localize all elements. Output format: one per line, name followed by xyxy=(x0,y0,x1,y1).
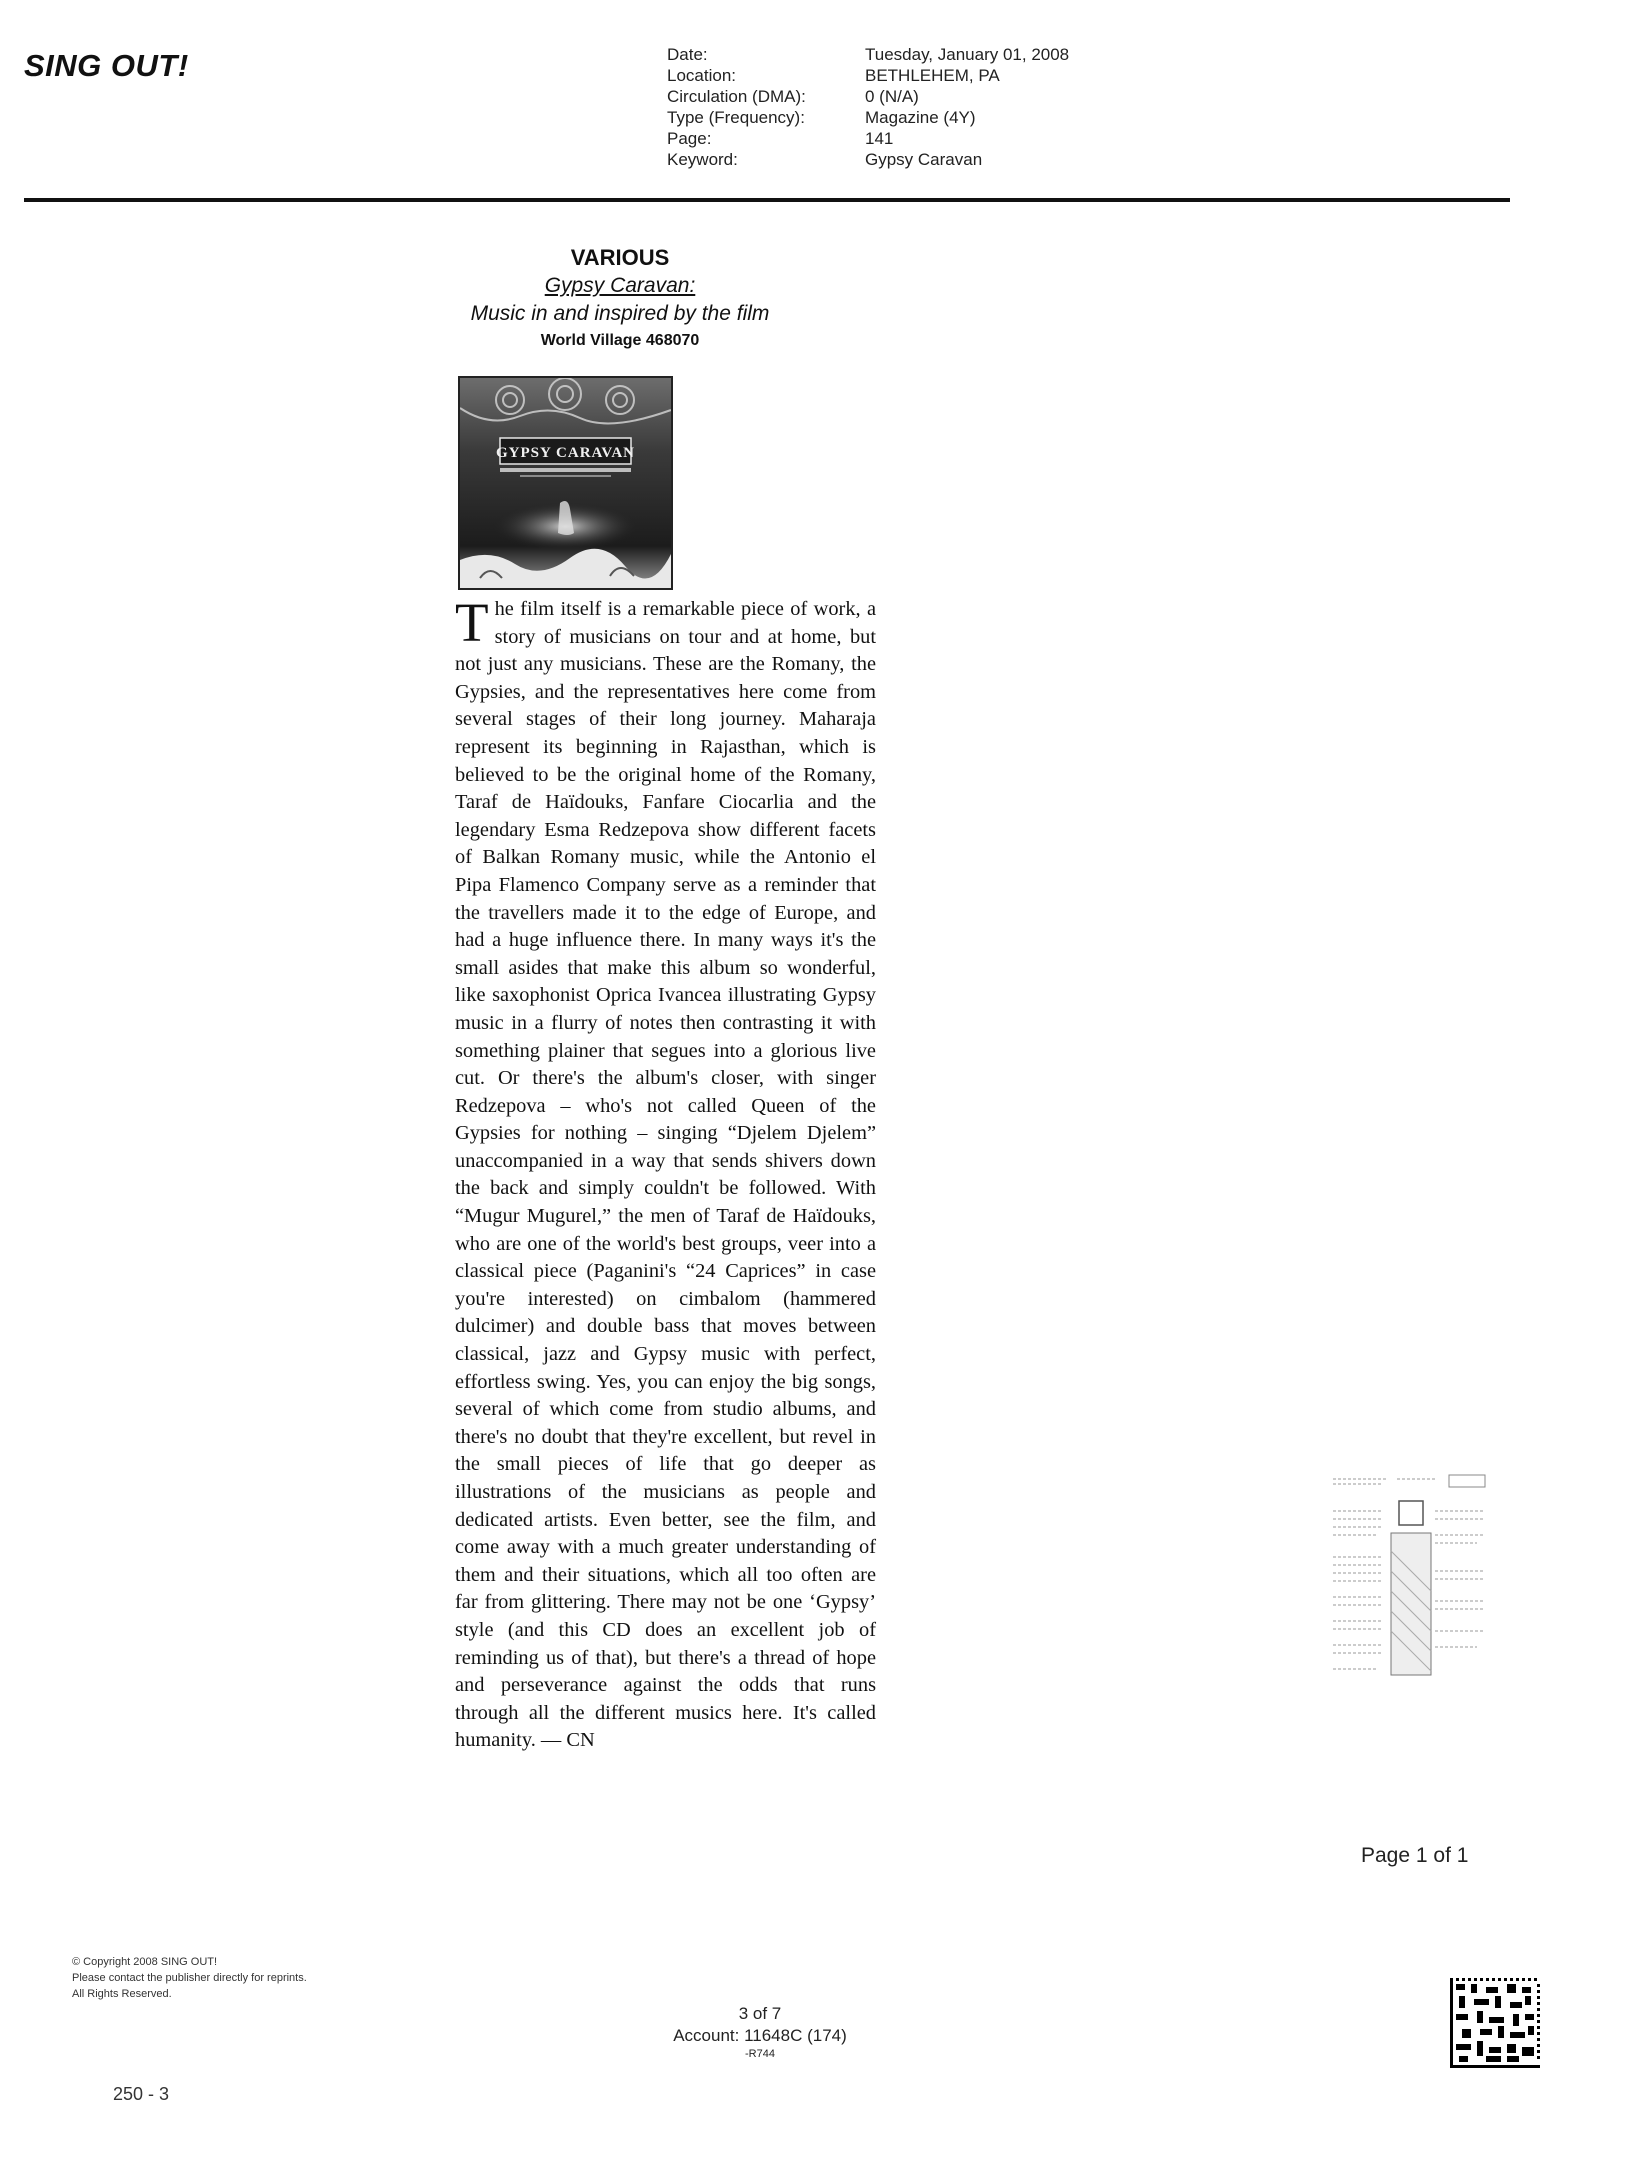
meta-value: BETHLEHEM, PA xyxy=(865,66,1000,85)
meta-label: Keyword: xyxy=(667,150,738,169)
meta-label: Type (Frequency): xyxy=(667,108,805,127)
album-subtitle: Music in and inspired by the film xyxy=(470,302,770,325)
copyright-line: © Copyright 2008 SING OUT! xyxy=(72,1956,218,1968)
page-thumbnail-image xyxy=(1327,1471,1491,1685)
album-title: Gypsy Caravan: xyxy=(544,274,696,297)
meta-row-page xyxy=(667,128,1069,149)
page-count: 3 of 7 xyxy=(738,2004,782,2023)
footer-info xyxy=(600,2003,920,2061)
copyright-line: Please contact the publisher directly for reprints. xyxy=(72,1972,307,1984)
meta-label: Circulation (DMA): xyxy=(667,87,806,106)
meta-value: 141 xyxy=(865,129,894,148)
meta-row-circulation xyxy=(667,86,1069,107)
review-heading xyxy=(400,244,840,354)
review-body xyxy=(455,592,876,1755)
meta-row-type xyxy=(667,107,1069,128)
meta-value: Tuesday, January 01, 2008 xyxy=(865,45,1070,64)
meta-value: 0 (N/A) xyxy=(865,87,919,106)
copyright-line: All Rights Reserved. xyxy=(72,1988,172,2000)
meta-value: Gypsy Caravan xyxy=(865,150,983,169)
reference-code: -R744 xyxy=(745,2048,775,2060)
album-cover-image xyxy=(458,376,673,590)
meta-label: Date: xyxy=(667,45,708,64)
meta-row-location xyxy=(667,65,1069,86)
publication-title: SING OUT! xyxy=(24,48,189,83)
review-text: he film itself is a remarkable piece of work, a story of musicians on tour and at home, but not just any musicians. These are the Romany, the Gypsies, and the representatives here come from several stages of their long journey. Maharaja represent its beginning in Rajasthan, which is believed to be the original home of the Romany, Taraf de Haïdouks, Fanfare Ciocarlia and the legendary Esma Redzepova show different facets of Balkan Romany music, while the Antonio el Pipa Flamenco Company serve as a reminder that the travellers made it to the edge of Europe, and had a huge influence there. In many ways it's the small asides that make this album so wonderful, like saxophonist Oprica Ivancea illustrating Gypsy music in a flurry of notes then contrasting it with something plainer that segues into a glorious live cut. Or there's the album's closer, with singer Redzepova – who's not called Queen of the Gypsies for nothing – singing “Djelem Djelem” unaccompanied in a way that sends shivers down the back and simply couldn't be followed. With “Mugur Mugurel,” the men of Taraf de Haïdouks, who are one of the world's best groups, veer into a classical piece (Paganini's “24 Caprices” in case you're interested) on cimbalom (hammered dulcimer) and double bass that moves between classical, jazz and Gypsy music with perfect, effortless swing. Yes, you can enjoy the big songs, several of which come from studio albums, and there's no doubt that they're excellent, but revel in the small pieces of life that go deeper as illustrations of the musicians as people and dedicated artists. Even better, see the film, and come away with a much greater understanding of them and their situations, which all too often are far from glittering. There may not be one ‘Gypsy’ style (and this CD does an excellent job of reminding us of that), but there's a thread of hope and perseverance against the odds that runs through all the different musics here. It's called humanity. — CN xyxy=(455,598,876,1752)
record-label: World Village 468070 xyxy=(540,332,700,349)
meta-row-keyword xyxy=(667,149,1069,170)
cover-title-text: GYPSY CARAVAN xyxy=(496,445,635,461)
document-code: 250 - 3 xyxy=(113,2084,170,2104)
header-divider xyxy=(24,198,1510,202)
datamatrix-barcode-image xyxy=(1450,1978,1540,2068)
meta-label: Location: xyxy=(667,66,736,85)
artist-name: VARIOUS xyxy=(570,245,670,270)
meta-label: Page: xyxy=(667,129,712,148)
page-indicator: Page 1 of 1 xyxy=(1361,1844,1469,1867)
copyright-notice xyxy=(72,1954,307,2002)
account-number: Account: 11648C (174) xyxy=(673,2026,847,2045)
drop-cap: T xyxy=(455,592,489,653)
meta-value: Magazine (4Y) xyxy=(865,108,976,127)
clip-metadata xyxy=(667,44,1069,170)
meta-row-date xyxy=(667,44,1069,65)
